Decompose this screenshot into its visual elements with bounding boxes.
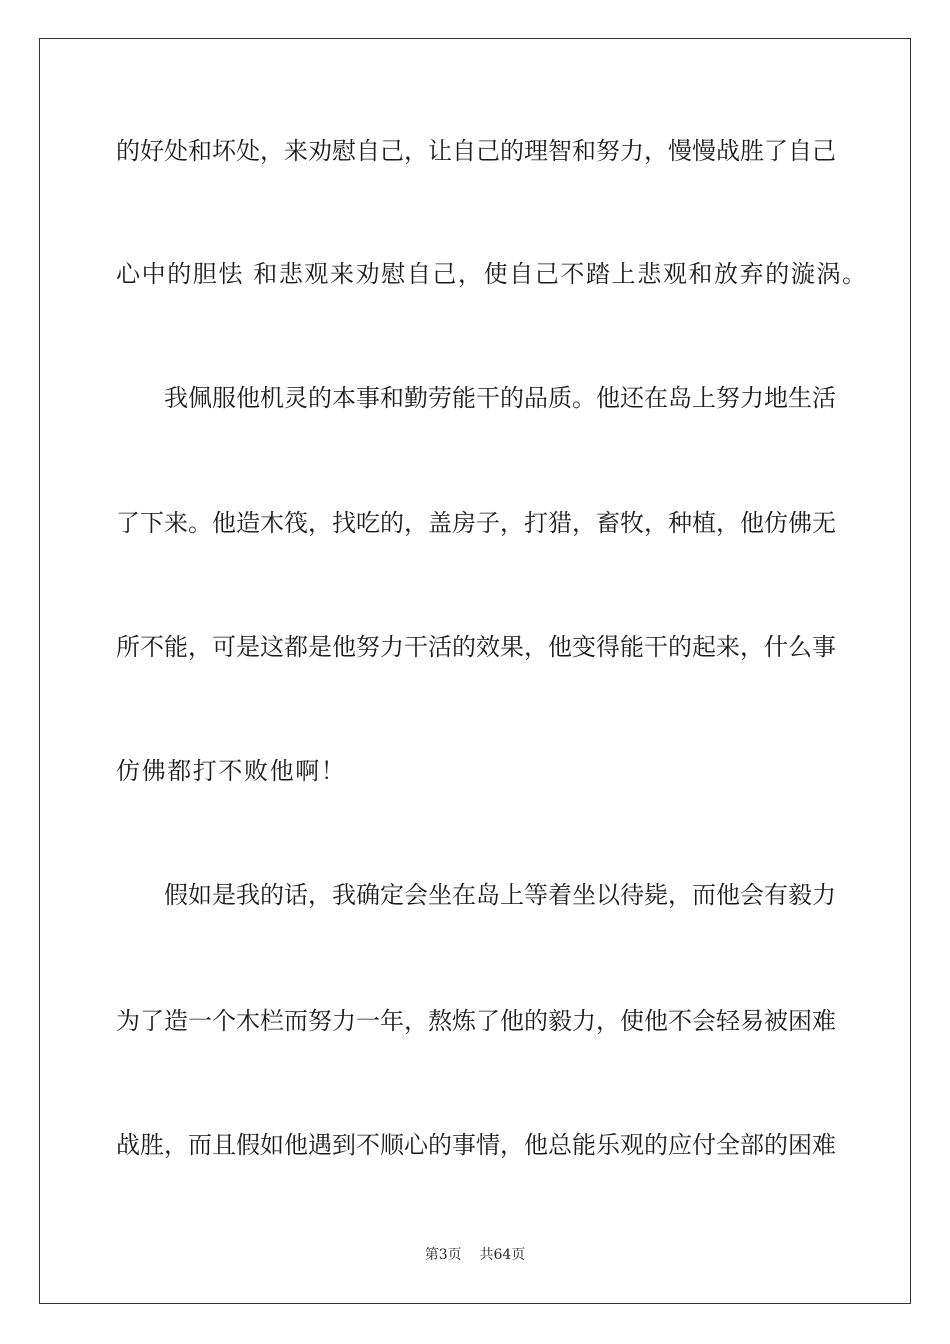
- text-line: 为了造一个木栏而努力一年，熬炼了他的毅力，使他不会轻易被困难: [116, 1007, 836, 1035]
- text-line: 仿佛都打不败他啊！: [116, 757, 347, 785]
- page-border: [39, 38, 911, 1304]
- text-line: 战胜，而且假如他遇到不顺心的事情，他总能乐观的应付全部的困难: [116, 1131, 836, 1159]
- page-total: 共64页: [479, 1247, 526, 1263]
- footer-gap: [462, 1247, 480, 1263]
- text-line: 了下来。他造木筏，找吃的，盖房子，打猎，畜牧，种植，他仿佛无: [116, 509, 836, 537]
- paragraph-start-line: 我佩服他机灵的本事和勤劳能干的品质。他还在岛上努力地生活: [164, 384, 836, 412]
- text-line: 所不能，可是这都是他努力干活的效果，他变得能干的起来，什么事: [116, 633, 836, 661]
- page-number: 第3页: [424, 1247, 462, 1263]
- paragraph-start-line: 假如是我的话，我确定会坐在岛上等着坐以待毙，而他会有毅力: [164, 881, 836, 909]
- text-line: 的好处和坏处，来劝慰自己，让自己的理智和努力，慢慢战胜了自己: [116, 137, 836, 165]
- page-footer: [0, 1246, 950, 1264]
- text-line: 心中的胆怯 和悲观来劝慰自己，使自己不踏上悲观和放弃的漩涡。: [116, 260, 868, 288]
